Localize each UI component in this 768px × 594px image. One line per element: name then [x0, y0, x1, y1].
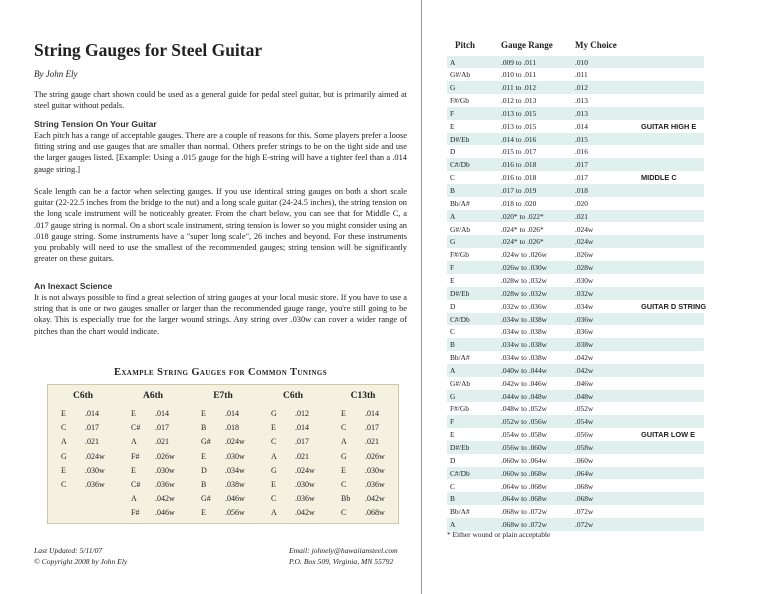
row-my-choice: .032w: [575, 288, 594, 298]
row-pitch: G: [450, 391, 456, 401]
gauge-row: [447, 377, 704, 390]
footer-left: [34, 546, 127, 567]
gauge-row: [447, 223, 704, 236]
page-divider: [421, 0, 422, 594]
row-my-choice: .034w: [575, 301, 594, 311]
tuning-gauge: .026w: [155, 451, 175, 461]
row-my-choice: .017: [575, 173, 588, 183]
row-my-choice: .010: [575, 57, 588, 67]
tuning-pitch: A: [341, 437, 347, 447]
row-gauge-range: .034w to .038w: [501, 340, 547, 350]
tuning-gauge: .021: [365, 437, 379, 447]
row-my-choice: .064w: [575, 468, 594, 478]
row-pitch: C: [450, 327, 455, 337]
row-pitch: D#/Eb: [450, 134, 470, 144]
tuning-pitch: G: [271, 409, 277, 418]
tuning-name: E7th: [213, 391, 233, 401]
row-pitch: G#/Ab: [450, 70, 471, 80]
row-gauge-range: .017 to .019: [501, 186, 537, 195]
row-pitch: C: [450, 173, 455, 183]
row-pitch: B: [450, 494, 455, 504]
row-gauge-range: .020* to .022*: [501, 211, 544, 221]
gauge-row: [447, 94, 704, 107]
tuning-gauge: .036w: [85, 480, 105, 489]
row-gauge-range: .042w to .046w: [501, 378, 547, 388]
gauge-row: [447, 68, 704, 81]
row-my-choice: .028w: [575, 263, 594, 273]
row-pitch: C#/Db: [450, 160, 470, 170]
tuning-gauge: .038w: [225, 480, 245, 489]
gauge-row: [447, 390, 704, 403]
tuning-gauge: .024w: [85, 451, 105, 461]
row-my-choice: .030w: [575, 275, 594, 285]
tuning-gauge: .017: [365, 423, 379, 433]
header-my-choice: My Choice: [575, 40, 617, 50]
tuning-pitch: E: [201, 409, 206, 418]
row-my-choice: .058w: [575, 443, 594, 452]
tuning-pitch: D: [201, 465, 207, 475]
section-heading-inexact-science: An Inexact Science: [34, 281, 113, 291]
row-pitch: A: [450, 520, 456, 530]
tuning-gauge: .014: [365, 409, 379, 418]
gauge-row: [447, 325, 704, 338]
tuning-gauge: .042w: [155, 494, 175, 504]
tuning-gauge: .014: [225, 409, 239, 418]
row-my-choice: .015: [575, 134, 588, 144]
row-gauge-range: .034w to .038w: [501, 314, 547, 324]
section-heading-string-tension: String Tension On Your Guitar: [34, 119, 157, 129]
row-my-choice: .016: [575, 147, 588, 157]
row-pitch: C#/Db: [450, 468, 470, 478]
gauge-row: [447, 313, 704, 326]
tuning-pitch: C: [341, 423, 347, 433]
tuning-pitch: A: [131, 494, 137, 504]
row-my-choice: .036w: [575, 327, 594, 337]
tuning-name: A6th: [142, 391, 164, 401]
footer-right: [289, 546, 398, 567]
gauge-row: [447, 338, 704, 351]
tuning-gauge: .024w: [295, 465, 315, 475]
tuning-pitch: E: [131, 465, 136, 475]
row-my-choice: .048w: [575, 391, 594, 401]
tuning-pitch: Bb: [341, 494, 351, 504]
tuning-pitch: E: [61, 465, 66, 475]
row-gauge-range: .064w to .068w: [501, 481, 547, 491]
gauge-row: [447, 56, 704, 69]
last-updated: Last Updated: 5/11/07: [34, 546, 103, 555]
row-gauge-range: .054w to .058w: [501, 430, 547, 440]
gauge-row: [447, 210, 704, 223]
tuning-gauge: .030w: [155, 465, 175, 475]
tuning-gauge: .024w: [225, 437, 245, 447]
row-my-choice: .011: [575, 70, 588, 80]
tuning-gauge: .012: [295, 409, 309, 418]
tuning-name: C6th: [282, 391, 304, 401]
row-pitch: E: [450, 275, 455, 285]
row-gauge-range: .016 to .018: [501, 173, 537, 183]
row-my-choice: .018: [575, 186, 588, 195]
gauge-row: [447, 287, 704, 300]
row-gauge-range: .068w to .072w: [501, 520, 547, 530]
row-gauge-range: .034w to .038w: [501, 327, 547, 337]
chart-note: GUITAR LOW E: [641, 430, 696, 440]
row-my-choice: .052w: [575, 404, 594, 414]
row-gauge-range: .009 to .011: [501, 57, 537, 67]
row-my-choice: .012: [575, 83, 588, 93]
row-my-choice: .020: [575, 198, 588, 208]
tuning-pitch: G: [61, 451, 67, 461]
tuning-gauge: .068w: [365, 508, 385, 518]
row-pitch: Bb/A#: [450, 198, 470, 208]
gauge-row: [447, 274, 704, 287]
tuning-pitch: G: [341, 451, 347, 461]
row-pitch: F: [450, 108, 455, 118]
tuning-gauge: .042w: [295, 508, 315, 518]
tuning-pitch: F#: [131, 451, 140, 461]
row-my-choice: .038w: [575, 340, 594, 350]
row-pitch: F#/Gb: [450, 404, 469, 414]
row-my-choice: .013: [575, 96, 588, 106]
gauge-row: [447, 364, 704, 377]
gauge-row: [447, 248, 704, 261]
tuning-gauge: .056w: [225, 508, 245, 518]
string-tension-paragraph: Each pitch has a range of acceptable gauges. There are a couple of reasons for this. Some players prefer a loose fitting string and use gauges that are smaller than normal. Others prefer strings to be on the tight side and use the larger gauges listed. [Example: Using a .015 gauge for the high E-string will have a tighter feel than a .014 gauge string.]: [34, 131, 407, 174]
row-my-choice: .060w: [575, 455, 594, 465]
gauge-row: [447, 81, 704, 94]
row-my-choice: .072w: [575, 520, 594, 530]
row-gauge-range: .013 to .015: [501, 121, 537, 131]
row-gauge-range: .013 to .015: [501, 108, 537, 118]
row-my-choice: .068w: [575, 494, 594, 504]
tuning-pitch: E: [201, 451, 206, 461]
tuning-name: C6th: [72, 391, 94, 401]
row-my-choice: .014: [575, 121, 588, 131]
row-pitch: G#/Ab: [450, 224, 471, 234]
tuning-pitch: G#: [201, 494, 211, 504]
row-pitch: Bb/A#: [450, 353, 470, 363]
contact-email: Email: johnely@hawaiiansteel.com: [289, 546, 398, 555]
gauge-row: [447, 107, 704, 120]
row-pitch: D: [450, 455, 456, 465]
row-pitch: Bb/A#: [450, 507, 470, 517]
gauge-row: [447, 480, 704, 493]
row-pitch: D#/Eb: [450, 288, 470, 298]
gauge-row: [447, 133, 704, 146]
row-pitch: E: [450, 121, 455, 131]
row-pitch: D#/Eb: [450, 443, 470, 452]
tuning-pitch: C#: [131, 423, 141, 433]
row-my-choice: .068w: [575, 481, 594, 491]
tuning-gauge: .021: [155, 437, 169, 447]
tuning-pitch: A: [271, 451, 277, 461]
gauge-row: [447, 441, 704, 454]
row-my-choice: .024w: [575, 237, 594, 247]
row-pitch: G: [450, 83, 456, 93]
tunings-heading: Example String Gauges for Common Tunings: [113, 367, 328, 378]
row-gauge-range: .016 to .018: [501, 160, 537, 170]
header-pitch: Pitch: [455, 40, 475, 50]
tuning-gauge: .014: [85, 409, 99, 418]
tuning-pitch: F#: [131, 508, 140, 518]
intro-paragraph: The string gauge chart shown could be used as a general guide for pedal steel guitar, but is primarily aimed at steel guitar without pedals.: [34, 90, 407, 111]
tuning-pitch: B: [201, 423, 207, 433]
gauge-row: [447, 467, 704, 480]
tuning-pitch: E: [61, 409, 66, 418]
chart-note: GUITAR HIGH E: [641, 121, 697, 131]
tuning-gauge: .042w: [365, 494, 385, 504]
tuning-pitch: C: [271, 437, 277, 447]
inexact-science-paragraph: It is not always possible to find a great selection of string gauges at your local music store. If you have to use a string that is one or two gauges smaller or larger than the recommended gauge range, you're still going to be okay. This is especially true for the larger wound strings. Any string over .030w can cover a wider range of pitches than the chart would indicate.: [34, 293, 407, 336]
row-gauge-range: .032w to .036w: [501, 301, 547, 311]
row-pitch: C#/Db: [450, 314, 470, 324]
row-pitch: A: [450, 365, 456, 375]
tuning-pitch: E: [341, 409, 346, 418]
chart-note: GUITAR D STRING: [641, 301, 707, 311]
tuning-gauge: .046w: [225, 494, 245, 504]
gauge-row: [447, 402, 704, 415]
row-gauge-range: .015 to .017: [501, 147, 537, 157]
tuning-pitch: E: [271, 423, 276, 433]
tuning-pitch: E: [201, 508, 206, 518]
row-gauge-range: .068w to .072w: [501, 507, 547, 517]
tuning-gauge: .036w: [155, 480, 175, 489]
row-gauge-range: .040w to .044w: [501, 365, 547, 375]
tuning-gauge: .034w: [225, 465, 245, 475]
row-gauge-range: .014 to .016: [501, 134, 537, 144]
tuning-pitch: G#: [201, 437, 211, 447]
tuning-pitch: C: [61, 480, 67, 489]
row-my-choice: .046w: [575, 378, 594, 388]
row-gauge-range: .012 to .013: [501, 96, 537, 106]
gauge-row: [447, 454, 704, 467]
tuning-gauge: .030w: [85, 465, 105, 475]
row-gauge-range: .028w to .032w: [501, 288, 547, 298]
gauge-row: [447, 261, 704, 274]
row-my-choice: .054w: [575, 417, 594, 427]
tuning-pitch: C#: [131, 480, 141, 489]
row-gauge-range: .064w to .068w: [501, 494, 547, 504]
row-pitch: A: [450, 57, 456, 67]
tuning-gauge: .030w: [365, 465, 385, 475]
row-gauge-range: .010 to .011: [501, 70, 537, 80]
gauge-row: [447, 158, 704, 171]
gauge-row: [447, 197, 704, 210]
row-gauge-range: .060w to .068w: [501, 468, 547, 478]
row-gauge-range: .018 to .020: [501, 198, 537, 208]
tuning-gauge: .030w: [225, 451, 245, 461]
row-pitch: B: [450, 186, 455, 195]
tuning-pitch: B: [201, 480, 207, 489]
row-my-choice: .013: [575, 108, 588, 118]
row-gauge-range: .052w to .056w: [501, 417, 547, 427]
row-gauge-range: .024w to .026w: [501, 250, 547, 260]
chart-footnote: * Either wound or plain acceptable: [447, 530, 551, 539]
row-gauge-range: .011 to .012: [501, 83, 537, 93]
row-my-choice: .024w: [575, 224, 594, 234]
row-pitch: C: [450, 481, 455, 491]
tuning-pitch: G: [271, 465, 277, 475]
tuning-gauge: .017: [155, 423, 169, 433]
tuning-pitch: E: [341, 465, 346, 475]
gauge-row: [447, 184, 704, 197]
copyright: © Copyright 2008 by John Ely: [34, 556, 128, 566]
tuning-gauge: .014: [155, 409, 169, 418]
page-title: String Gauges for Steel Guitar: [34, 40, 263, 60]
row-gauge-range: .056w to .060w: [501, 443, 547, 452]
row-my-choice: .056w: [575, 430, 594, 440]
row-pitch: G: [450, 237, 456, 247]
tuning-pitch: E: [271, 480, 276, 489]
row-pitch: D: [450, 301, 456, 311]
row-my-choice: .072w: [575, 507, 594, 517]
mailing-address: P.O. Box 509, Virginia, MN 55792: [289, 556, 394, 566]
row-pitch: A: [450, 211, 456, 221]
row-pitch: G#/Ab: [450, 378, 471, 388]
tuning-gauge: .014: [295, 423, 309, 433]
row-gauge-range: .048w to .052w: [501, 404, 547, 414]
gauge-row: [447, 145, 704, 158]
row-pitch: F: [450, 263, 455, 273]
row-my-choice: .026w: [575, 250, 594, 260]
row-pitch: D: [450, 147, 456, 157]
tuning-pitch: A: [131, 437, 137, 447]
row-pitch: F: [450, 417, 455, 427]
gauge-row: [447, 415, 704, 428]
tuning-gauge: .021: [295, 451, 309, 461]
row-my-choice: .042w: [575, 353, 594, 363]
row-gauge-range: .024* to .026*: [501, 237, 544, 247]
row-my-choice: .021: [575, 211, 588, 221]
byline: By John Ely: [34, 69, 78, 79]
tuning-gauge: .018: [225, 423, 239, 433]
gauge-row: [447, 492, 704, 505]
scale-length-paragraph: Scale length can be a factor when selecting gauges. If you use identical string gauges on both a short scale guitar (22-22.5 inches from the bridge to the nut) and a long scale guitar (24-24.5 inches), the string tension on the long scale instrument will be noticeably greater. From the chart below, you can see that for Middle C, a .017 gauge string is normal. On a short scale instrument, string tension is lower so you might consider using an .018 gauge string. Some instruments have a "super long scale", 26 inches and beyond. For these instruments you probably will need to use the smallest of the recommended gauges; string tension will be significantly greater on these guitars.: [34, 187, 407, 264]
tuning-gauge: .017: [295, 437, 309, 447]
row-pitch: E: [450, 430, 455, 440]
tuning-pitch: C: [271, 494, 277, 504]
tuning-pitch: A: [61, 437, 67, 447]
tuning-gauge: .026w: [365, 451, 385, 461]
row-gauge-range: .060w to .064w: [501, 455, 547, 465]
row-gauge-range: .044w to .048w: [501, 391, 547, 401]
row-gauge-range: .026w to .030w: [501, 263, 547, 273]
header-gauge-range: Gauge Range: [501, 40, 553, 50]
tuning-pitch: C: [61, 423, 67, 433]
row-gauge-range: .028w to .032w: [501, 275, 547, 285]
row-my-choice: .017: [575, 160, 588, 170]
tuning-gauge: .017: [85, 423, 99, 433]
row-pitch: F#/Gb: [450, 96, 469, 106]
row-gauge-range: .024* to .026*: [501, 224, 544, 234]
tuning-gauge: .030w: [295, 480, 315, 489]
tuning-gauge: .036w: [295, 494, 315, 504]
row-my-choice: .036w: [575, 314, 594, 324]
row-my-choice: .042w: [575, 365, 594, 375]
tuning-gauge: .021: [85, 437, 99, 447]
tuning-pitch: C: [341, 508, 347, 518]
row-pitch: F#/Gb: [450, 250, 469, 260]
gauge-row: [447, 505, 704, 518]
tuning-gauge: .046w: [155, 508, 175, 518]
tuning-pitch: E: [131, 409, 136, 418]
tuning-name: C13th: [350, 391, 376, 401]
gauge-row: [447, 235, 704, 248]
gauge-row: [447, 351, 704, 364]
row-pitch: B: [450, 340, 455, 350]
tunings-table: [47, 384, 399, 524]
tuning-pitch: A: [271, 508, 277, 518]
gauge-row: [447, 518, 704, 531]
tuning-pitch: C: [341, 480, 347, 489]
chart-note: MIDDLE C: [641, 173, 677, 183]
tuning-gauge: .036w: [365, 480, 385, 489]
row-gauge-range: .034w to .038w: [501, 353, 547, 363]
